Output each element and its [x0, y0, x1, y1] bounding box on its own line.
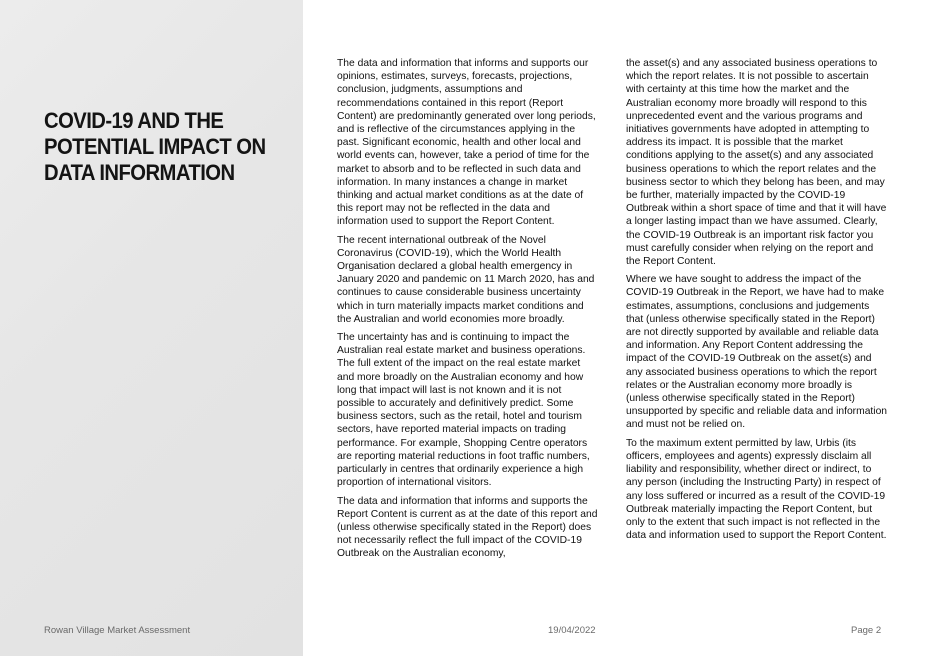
paragraph: To the maximum extent permitted by law, Urbis (its officers, employees and agents) expressly disclaim all liability and responsibility, whether direct or indirect, to any person (including the Instructing Party) in respect of any loss suffered or incurred as a result of the COVID-19 Outbreak materially impacting the Report Content, but only to the extent that such impact is not reflected in the data and information used to support the Report Content. — [626, 437, 887, 542]
footer-page-number: Page 2 — [851, 625, 882, 636]
footer-date: 19/04/2022 — [548, 625, 596, 636]
paragraph: The data and information that informs and supports our opinions, estimates, surveys, forecasts, projections, conclusion, judgments, assumptions and recommendations contained in this report (Report Content) are predominantly generated over long periods, and is reflective of the circumstances applying in the past. Significant economic, health and other local and world events can, however, take a period of time for the market to absorb and to be reflected in such data and information. In many instances a change in market thinking and actual market conditions as at the date of this report may not be reflected in the data and information used to support the Report Content. — [337, 58, 596, 228]
paragraph: the asset(s) and any associated business operations to which the report relates. It is not possible to ascertain with certainty at this time how the market and the Australian economy more broadly will respond to this unprecedented event and the various programs and initiatives governments have adopted in attempting to address its impact. It is possible that the market conditions applying to the asset(s) and any associated business operations to which the report relates and the business sector to which they belong has been, and may be further, materially impacted by the COVID-19 Outbreak within a short space of time and that it will have a longer lasting impact than we have assumed. Clearly, the COVID-19 Outbreak is an important risk factor you must carefully consider when relying on the report and the Report Content. — [626, 58, 887, 268]
footer-document-title: Rowan Village Market Assessment — [44, 625, 191, 636]
paragraph: The data and information that informs and supports the Report Content is current as at the date of this report and (unless otherwise specifically stated in the Report) does not necessarily reflect the full impact of the COVID-19 Outbreak on the Australian economy, — [337, 495, 598, 560]
body-column-right — [626, 57, 888, 547]
paragraph: The recent international outbreak of the Novel Coronavirus (COVID-19), which the World Health Organisation declared a global health emergency in January 2020 and pandemic on 11 March 2020, has and continues to cause considerable business uncertainty which in turn materially impacts market conditions and the Australian and world economies more broadly. — [337, 234, 595, 325]
paragraph: The uncertainty has and is continuing to impact the Australian real estate market and business operations. The full extent of the impact on the real estate market and more broadly on the Australian economy and how long that impact will last is not known and it is not possible to accurately and definitively predict. Some business sectors, such as the retail, hotel and tourism sectors, have reported material impacts on trading performance. For example, Shopping Centre operators are reporting material reductions in foot traffic numbers, particularly in centres that ordinarily experience a high proportion of international visitors. — [337, 332, 590, 489]
paragraph: Where we have sought to address the impact of the COVID-19 Outbreak in the Report, we have had to make estimates, assumptions, conclusions and judgements that (unless otherwise specifically stated in the Report) are not directly supported by available and reliable data and information. Any Report Content addressing the impact of the COVID-19 Outbreak on the asset(s) and any associated business operations to which the report relates or the Australian economy more broadly is (unless otherwise specifically stated in the Report) unsupported by specific and reliable data and information and must not be relied on. — [626, 274, 888, 431]
side-panel — [0, 0, 303, 656]
body-column-left — [337, 57, 599, 566]
page-title: COVID-19 AND THE POTENTIAL IMPACT ON DATA INFORMATION — [44, 108, 266, 185]
